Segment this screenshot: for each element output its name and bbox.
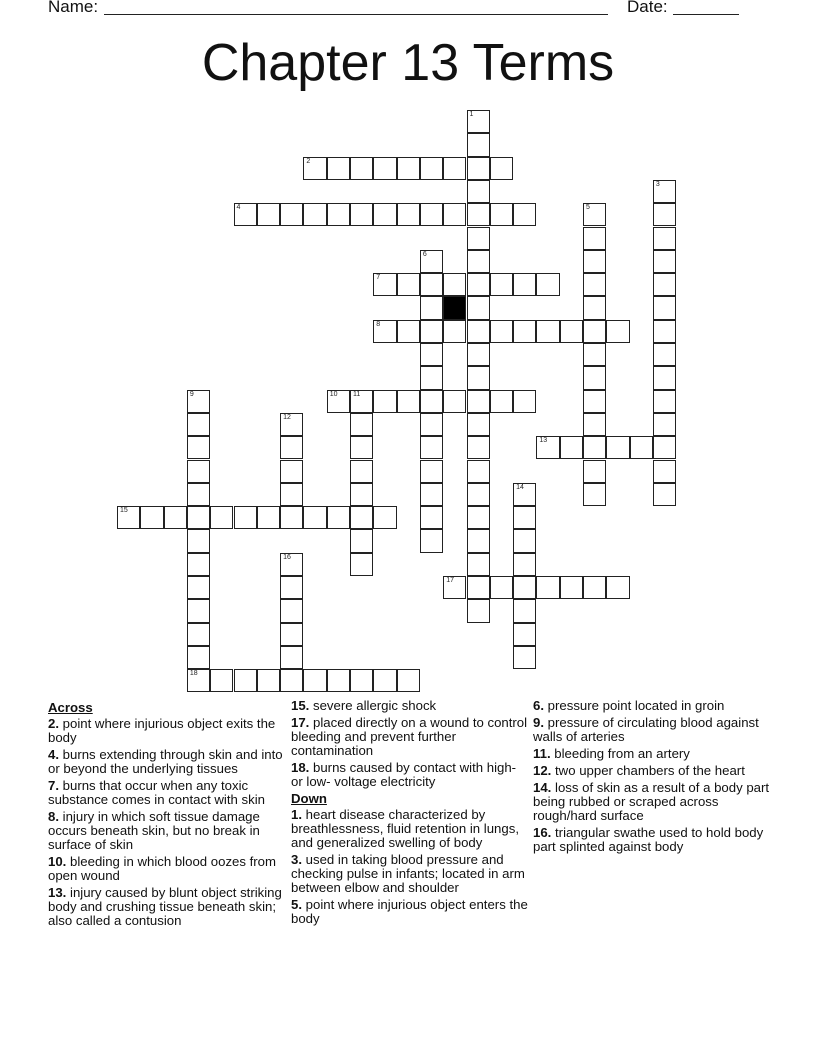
grid-cell[interactable] bbox=[536, 320, 559, 343]
grid-cell[interactable] bbox=[467, 203, 490, 226]
clue-text: heart disease characterized by breathlessness, fluid retention in lungs, and generalized swelling of body bbox=[291, 807, 519, 850]
grid-cell[interactable] bbox=[583, 273, 606, 296]
grid-cell[interactable] bbox=[397, 157, 420, 180]
clue-number: 10. bbox=[48, 854, 67, 869]
grid-cell[interactable] bbox=[397, 320, 420, 343]
clue-number: 2. bbox=[48, 716, 59, 731]
grid-cell[interactable] bbox=[397, 669, 420, 692]
grid-cell[interactable] bbox=[583, 460, 606, 483]
clue-number: 7. bbox=[48, 778, 59, 793]
grid-cell[interactable] bbox=[280, 436, 303, 459]
grid-cell[interactable] bbox=[467, 180, 490, 203]
grid-cell[interactable] bbox=[280, 669, 303, 692]
clue-number: 13 bbox=[539, 437, 548, 445]
grid-cell[interactable] bbox=[373, 506, 396, 529]
grid-cell[interactable] bbox=[187, 506, 210, 529]
clue-item bbox=[48, 810, 288, 852]
clue-number: 1. bbox=[291, 807, 302, 822]
grid-cell[interactable] bbox=[583, 320, 606, 343]
clue-number: 8 bbox=[376, 320, 381, 328]
grid-cell[interactable] bbox=[467, 483, 490, 506]
grid-cell[interactable] bbox=[513, 576, 536, 599]
clue-section-heading: Down bbox=[291, 791, 327, 806]
grid-cell[interactable] bbox=[373, 203, 396, 226]
grid-cell[interactable] bbox=[467, 553, 490, 576]
grid-cell[interactable] bbox=[187, 529, 210, 552]
clue-item bbox=[533, 747, 773, 761]
grid-cell[interactable] bbox=[140, 506, 163, 529]
grid-cell[interactable] bbox=[560, 320, 583, 343]
grid-cell[interactable] bbox=[653, 273, 676, 296]
grid-cell[interactable] bbox=[583, 343, 606, 366]
grid-cell[interactable] bbox=[467, 320, 490, 343]
grid-cell[interactable] bbox=[443, 390, 466, 413]
clue-item bbox=[291, 716, 531, 758]
grid-cell[interactable] bbox=[420, 320, 443, 343]
clue-number: 10 bbox=[329, 390, 338, 398]
grid-cell[interactable] bbox=[420, 250, 443, 273]
grid-cell[interactable] bbox=[420, 390, 443, 413]
clue-text: burns extending through skin and into or beyond the underlying tissues bbox=[48, 747, 283, 776]
grid-cell[interactable] bbox=[280, 203, 303, 226]
grid-cell[interactable] bbox=[513, 599, 536, 622]
grid-cell[interactable] bbox=[420, 296, 443, 319]
clue-number: 9 bbox=[189, 390, 194, 398]
grid-cell[interactable] bbox=[583, 436, 606, 459]
grid-cell[interactable] bbox=[606, 320, 629, 343]
grid-cell[interactable] bbox=[467, 157, 490, 180]
grid-cell[interactable] bbox=[420, 343, 443, 366]
clue-number: 11. bbox=[533, 746, 551, 761]
grid-cell[interactable] bbox=[373, 273, 396, 296]
clue-text: loss of skin as a result of a body part being rubbed or scraped across rough/hard surface bbox=[533, 780, 770, 823]
grid-cell[interactable] bbox=[583, 366, 606, 389]
grid-cell[interactable] bbox=[187, 576, 210, 599]
clue-item bbox=[48, 779, 288, 807]
grid-cell[interactable] bbox=[420, 436, 443, 459]
grid-cell[interactable] bbox=[420, 413, 443, 436]
grid-cell[interactable] bbox=[443, 157, 466, 180]
grid-cell[interactable] bbox=[420, 529, 443, 552]
grid-cell[interactable] bbox=[560, 576, 583, 599]
clue-item bbox=[291, 898, 531, 926]
grid-cell[interactable] bbox=[350, 203, 373, 226]
grid-cell[interactable] bbox=[397, 273, 420, 296]
grid-cell[interactable] bbox=[397, 203, 420, 226]
clue-number: 12. bbox=[533, 763, 552, 778]
grid-cell[interactable] bbox=[583, 203, 606, 226]
grid-cell[interactable] bbox=[467, 436, 490, 459]
grid-cell[interactable] bbox=[513, 273, 536, 296]
clues-column-2 bbox=[291, 699, 531, 929]
clue-text: point where injurious object enters the body bbox=[291, 897, 528, 926]
grid-cell[interactable] bbox=[164, 506, 187, 529]
grid-cell[interactable] bbox=[420, 460, 443, 483]
grid-cell[interactable] bbox=[350, 483, 373, 506]
grid-cell[interactable] bbox=[443, 320, 466, 343]
grid-cell[interactable] bbox=[606, 576, 629, 599]
grid-cell[interactable] bbox=[420, 483, 443, 506]
grid-cell[interactable] bbox=[513, 646, 536, 669]
clue-text: used in taking blood pressure and checking pulse in infants; located in arm between elbow and shoulder bbox=[291, 852, 525, 895]
clue-item bbox=[533, 699, 773, 713]
grid-cell[interactable] bbox=[583, 296, 606, 319]
grid-cell[interactable] bbox=[467, 390, 490, 413]
clue-number: 14. bbox=[533, 780, 552, 795]
grid-cell[interactable] bbox=[490, 320, 513, 343]
grid-cell[interactable] bbox=[420, 273, 443, 296]
grid-cell[interactable] bbox=[443, 576, 466, 599]
grid-cell[interactable] bbox=[583, 227, 606, 250]
clue-number: 17 bbox=[446, 577, 454, 584]
name-label: Name: bbox=[48, 0, 99, 16]
grid-cell[interactable] bbox=[536, 576, 559, 599]
grid-cell[interactable] bbox=[187, 669, 210, 692]
grid-cell[interactable] bbox=[350, 506, 373, 529]
grid-cell[interactable] bbox=[234, 669, 257, 692]
grid-cell[interactable] bbox=[210, 669, 233, 692]
clue-item bbox=[533, 826, 773, 854]
grid-cell[interactable] bbox=[513, 483, 536, 506]
clue-section-heading: Across bbox=[48, 700, 93, 715]
grid-cell[interactable] bbox=[583, 413, 606, 436]
grid-cell[interactable] bbox=[350, 413, 373, 436]
grid-cell[interactable] bbox=[350, 157, 373, 180]
grid-cell[interactable] bbox=[653, 483, 676, 506]
grid-cell[interactable] bbox=[350, 390, 373, 413]
grid-cell[interactable] bbox=[513, 553, 536, 576]
clue-number: 18 bbox=[189, 670, 198, 678]
grid-cell[interactable] bbox=[350, 436, 373, 459]
clue-text: point where injurious object exits the body bbox=[48, 716, 276, 745]
grid-cell[interactable] bbox=[467, 506, 490, 529]
grid-cell[interactable] bbox=[257, 506, 280, 529]
grid-cell[interactable] bbox=[653, 390, 676, 413]
grid-cell[interactable] bbox=[280, 576, 303, 599]
grid-cell[interactable] bbox=[327, 669, 350, 692]
grid-cell[interactable] bbox=[350, 460, 373, 483]
clue-number: 6 bbox=[422, 250, 427, 258]
clue-number: 2 bbox=[306, 157, 311, 165]
grid-cell[interactable] bbox=[467, 227, 490, 250]
grid-cell[interactable] bbox=[467, 529, 490, 552]
grid-cell[interactable] bbox=[187, 646, 210, 669]
black-cell bbox=[443, 296, 466, 319]
clue-number: 9. bbox=[533, 715, 544, 730]
grid-cell[interactable] bbox=[280, 506, 303, 529]
grid-cell[interactable] bbox=[303, 669, 326, 692]
clue-number: 4. bbox=[48, 747, 59, 762]
grid-cell[interactable] bbox=[467, 576, 490, 599]
clue-item bbox=[48, 855, 288, 883]
grid-cell[interactable] bbox=[327, 203, 350, 226]
grid-cell[interactable] bbox=[467, 366, 490, 389]
grid-cell[interactable] bbox=[187, 483, 210, 506]
grid-cell[interactable] bbox=[467, 460, 490, 483]
grid-cell[interactable] bbox=[467, 413, 490, 436]
grid-cell[interactable] bbox=[653, 180, 676, 203]
grid-cell[interactable] bbox=[373, 390, 396, 413]
grid-cell[interactable] bbox=[280, 413, 303, 436]
grid-cell[interactable] bbox=[234, 506, 257, 529]
grid-cell[interactable] bbox=[653, 460, 676, 483]
clue-number: 12 bbox=[283, 413, 291, 421]
grid-cell[interactable] bbox=[653, 343, 676, 366]
grid-cell[interactable] bbox=[280, 623, 303, 646]
grid-cell[interactable] bbox=[234, 203, 257, 226]
grid-cell[interactable] bbox=[443, 203, 466, 226]
grid-cell[interactable] bbox=[490, 576, 513, 599]
clue-number: 14 bbox=[516, 483, 524, 491]
grid-cell[interactable] bbox=[513, 506, 536, 529]
grid-cell[interactable] bbox=[467, 273, 490, 296]
clue-text: pressure of circulating blood against walls of arteries bbox=[533, 715, 759, 744]
grid-cell[interactable] bbox=[373, 157, 396, 180]
grid-cell[interactable] bbox=[257, 669, 280, 692]
clue-item bbox=[48, 748, 288, 776]
clue-number: 5. bbox=[291, 897, 302, 912]
grid-cell[interactable] bbox=[490, 157, 513, 180]
grid-cell[interactable] bbox=[653, 227, 676, 250]
clue-number: 7 bbox=[376, 274, 381, 282]
grid-cell[interactable] bbox=[467, 133, 490, 156]
grid-cell[interactable] bbox=[630, 436, 653, 459]
grid-cell[interactable] bbox=[443, 273, 466, 296]
grid-cell[interactable] bbox=[606, 436, 629, 459]
clue-number: 13. bbox=[48, 885, 67, 900]
grid-cell[interactable] bbox=[583, 250, 606, 273]
clue-text: injury caused by blunt object striking body and crushing tissue beneath skin; also called a contusion bbox=[48, 885, 282, 928]
clue-item bbox=[291, 853, 531, 895]
clue-text: injury in which soft tissue damage occurs beneath skin, but no break in surface of skin bbox=[48, 809, 260, 852]
grid-cell[interactable] bbox=[513, 203, 536, 226]
clue-number: 18. bbox=[291, 760, 310, 775]
grid-cell[interactable] bbox=[350, 553, 373, 576]
grid-cell[interactable] bbox=[490, 273, 513, 296]
grid-cell[interactable] bbox=[350, 529, 373, 552]
clue-item bbox=[533, 781, 773, 823]
clue-item bbox=[533, 716, 773, 744]
grid-cell[interactable] bbox=[490, 390, 513, 413]
grid-cell[interactable] bbox=[560, 436, 583, 459]
clue-number: 16. bbox=[533, 825, 552, 840]
grid-cell[interactable] bbox=[420, 506, 443, 529]
grid-cell[interactable] bbox=[583, 390, 606, 413]
grid-cell[interactable] bbox=[513, 529, 536, 552]
grid-cell[interactable] bbox=[350, 669, 373, 692]
grid-cell[interactable] bbox=[513, 320, 536, 343]
clue-text: triangular swathe used to hold body part splinted against body bbox=[533, 825, 764, 854]
clue-text: burns that occur when any toxic substance comes in contact with skin bbox=[48, 778, 265, 807]
grid-cell[interactable] bbox=[373, 320, 396, 343]
clue-item bbox=[291, 699, 531, 713]
grid-cell[interactable] bbox=[187, 390, 210, 413]
grid-cell[interactable] bbox=[513, 390, 536, 413]
grid-cell[interactable] bbox=[420, 203, 443, 226]
grid-cell[interactable] bbox=[467, 599, 490, 622]
grid-cell[interactable] bbox=[653, 296, 676, 319]
clue-item bbox=[48, 886, 288, 928]
clue-number: 6. bbox=[533, 698, 544, 713]
grid-cell[interactable] bbox=[187, 460, 210, 483]
grid-cell[interactable] bbox=[420, 366, 443, 389]
clue-number: 4 bbox=[236, 204, 241, 212]
grid-cell[interactable] bbox=[467, 250, 490, 273]
clue-text: placed directly on a wound to control bleeding and prevent further contamination bbox=[291, 715, 528, 758]
grid-cell[interactable] bbox=[536, 436, 559, 459]
clue-number: 11 bbox=[353, 390, 361, 398]
grid-cell[interactable] bbox=[397, 390, 420, 413]
grid-cell[interactable] bbox=[467, 110, 490, 133]
grid-cell[interactable] bbox=[187, 599, 210, 622]
clue-text: severe allergic shock bbox=[309, 698, 437, 713]
grid-cell[interactable] bbox=[187, 553, 210, 576]
grid-cell[interactable] bbox=[117, 506, 140, 529]
clues-column-1 bbox=[48, 699, 288, 931]
grid-cell[interactable] bbox=[420, 157, 443, 180]
grid-cell[interactable] bbox=[303, 203, 326, 226]
grid-cell[interactable] bbox=[327, 506, 350, 529]
grid-cell[interactable] bbox=[210, 506, 233, 529]
clue-number: 17. bbox=[291, 715, 310, 730]
grid-cell[interactable] bbox=[653, 203, 676, 226]
grid-cell[interactable] bbox=[583, 576, 606, 599]
grid-cell[interactable] bbox=[280, 646, 303, 669]
clues-column-3 bbox=[533, 699, 773, 857]
grid-cell[interactable] bbox=[303, 157, 326, 180]
clue-item bbox=[533, 764, 773, 778]
grid-cell[interactable] bbox=[327, 157, 350, 180]
clue-number: 3. bbox=[291, 852, 302, 867]
grid-cell[interactable] bbox=[490, 203, 513, 226]
grid-cell[interactable] bbox=[467, 296, 490, 319]
grid-cell[interactable] bbox=[373, 669, 396, 692]
grid-cell[interactable] bbox=[653, 366, 676, 389]
grid-cell[interactable] bbox=[513, 623, 536, 646]
grid-cell[interactable] bbox=[257, 203, 280, 226]
grid-cell[interactable] bbox=[280, 460, 303, 483]
clue-item bbox=[291, 761, 531, 789]
date-label: Date: bbox=[627, 0, 668, 16]
clue-number: 16 bbox=[283, 553, 291, 561]
grid-cell[interactable] bbox=[327, 390, 350, 413]
page-title: Chapter 13 Terms bbox=[201, 34, 615, 92]
clue-text: pressure point located in groin bbox=[544, 698, 725, 713]
clue-text: burns caused by contact with high- or low- voltage electricity bbox=[291, 760, 517, 789]
clue-number: 15 bbox=[120, 507, 128, 515]
grid-cell[interactable] bbox=[187, 623, 210, 646]
grid-cell[interactable] bbox=[653, 436, 676, 459]
grid-cell[interactable] bbox=[583, 483, 606, 506]
grid-cell[interactable] bbox=[303, 506, 326, 529]
clue-number: 1 bbox=[469, 111, 474, 118]
grid-cell[interactable] bbox=[187, 413, 210, 436]
clue-item bbox=[48, 717, 288, 745]
grid-cell[interactable] bbox=[653, 413, 676, 436]
clue-item bbox=[291, 808, 531, 850]
grid-cell[interactable] bbox=[187, 436, 210, 459]
grid-cell[interactable] bbox=[467, 343, 490, 366]
clue-text: two upper chambers of the heart bbox=[551, 763, 745, 778]
clue-number: 8. bbox=[48, 809, 59, 824]
grid-cell[interactable] bbox=[653, 250, 676, 273]
clue-text: bleeding from an artery bbox=[550, 746, 690, 761]
grid-cell[interactable] bbox=[280, 553, 303, 576]
clue-number: 5 bbox=[586, 204, 590, 212]
grid-cell[interactable] bbox=[280, 483, 303, 506]
grid-cell[interactable] bbox=[280, 599, 303, 622]
clue-text: bleeding in which blood oozes from open wound bbox=[48, 854, 277, 883]
grid-cell[interactable] bbox=[536, 273, 559, 296]
clue-number: 3 bbox=[655, 180, 660, 188]
clue-number: 15. bbox=[291, 698, 310, 713]
grid-cell[interactable] bbox=[653, 320, 676, 343]
